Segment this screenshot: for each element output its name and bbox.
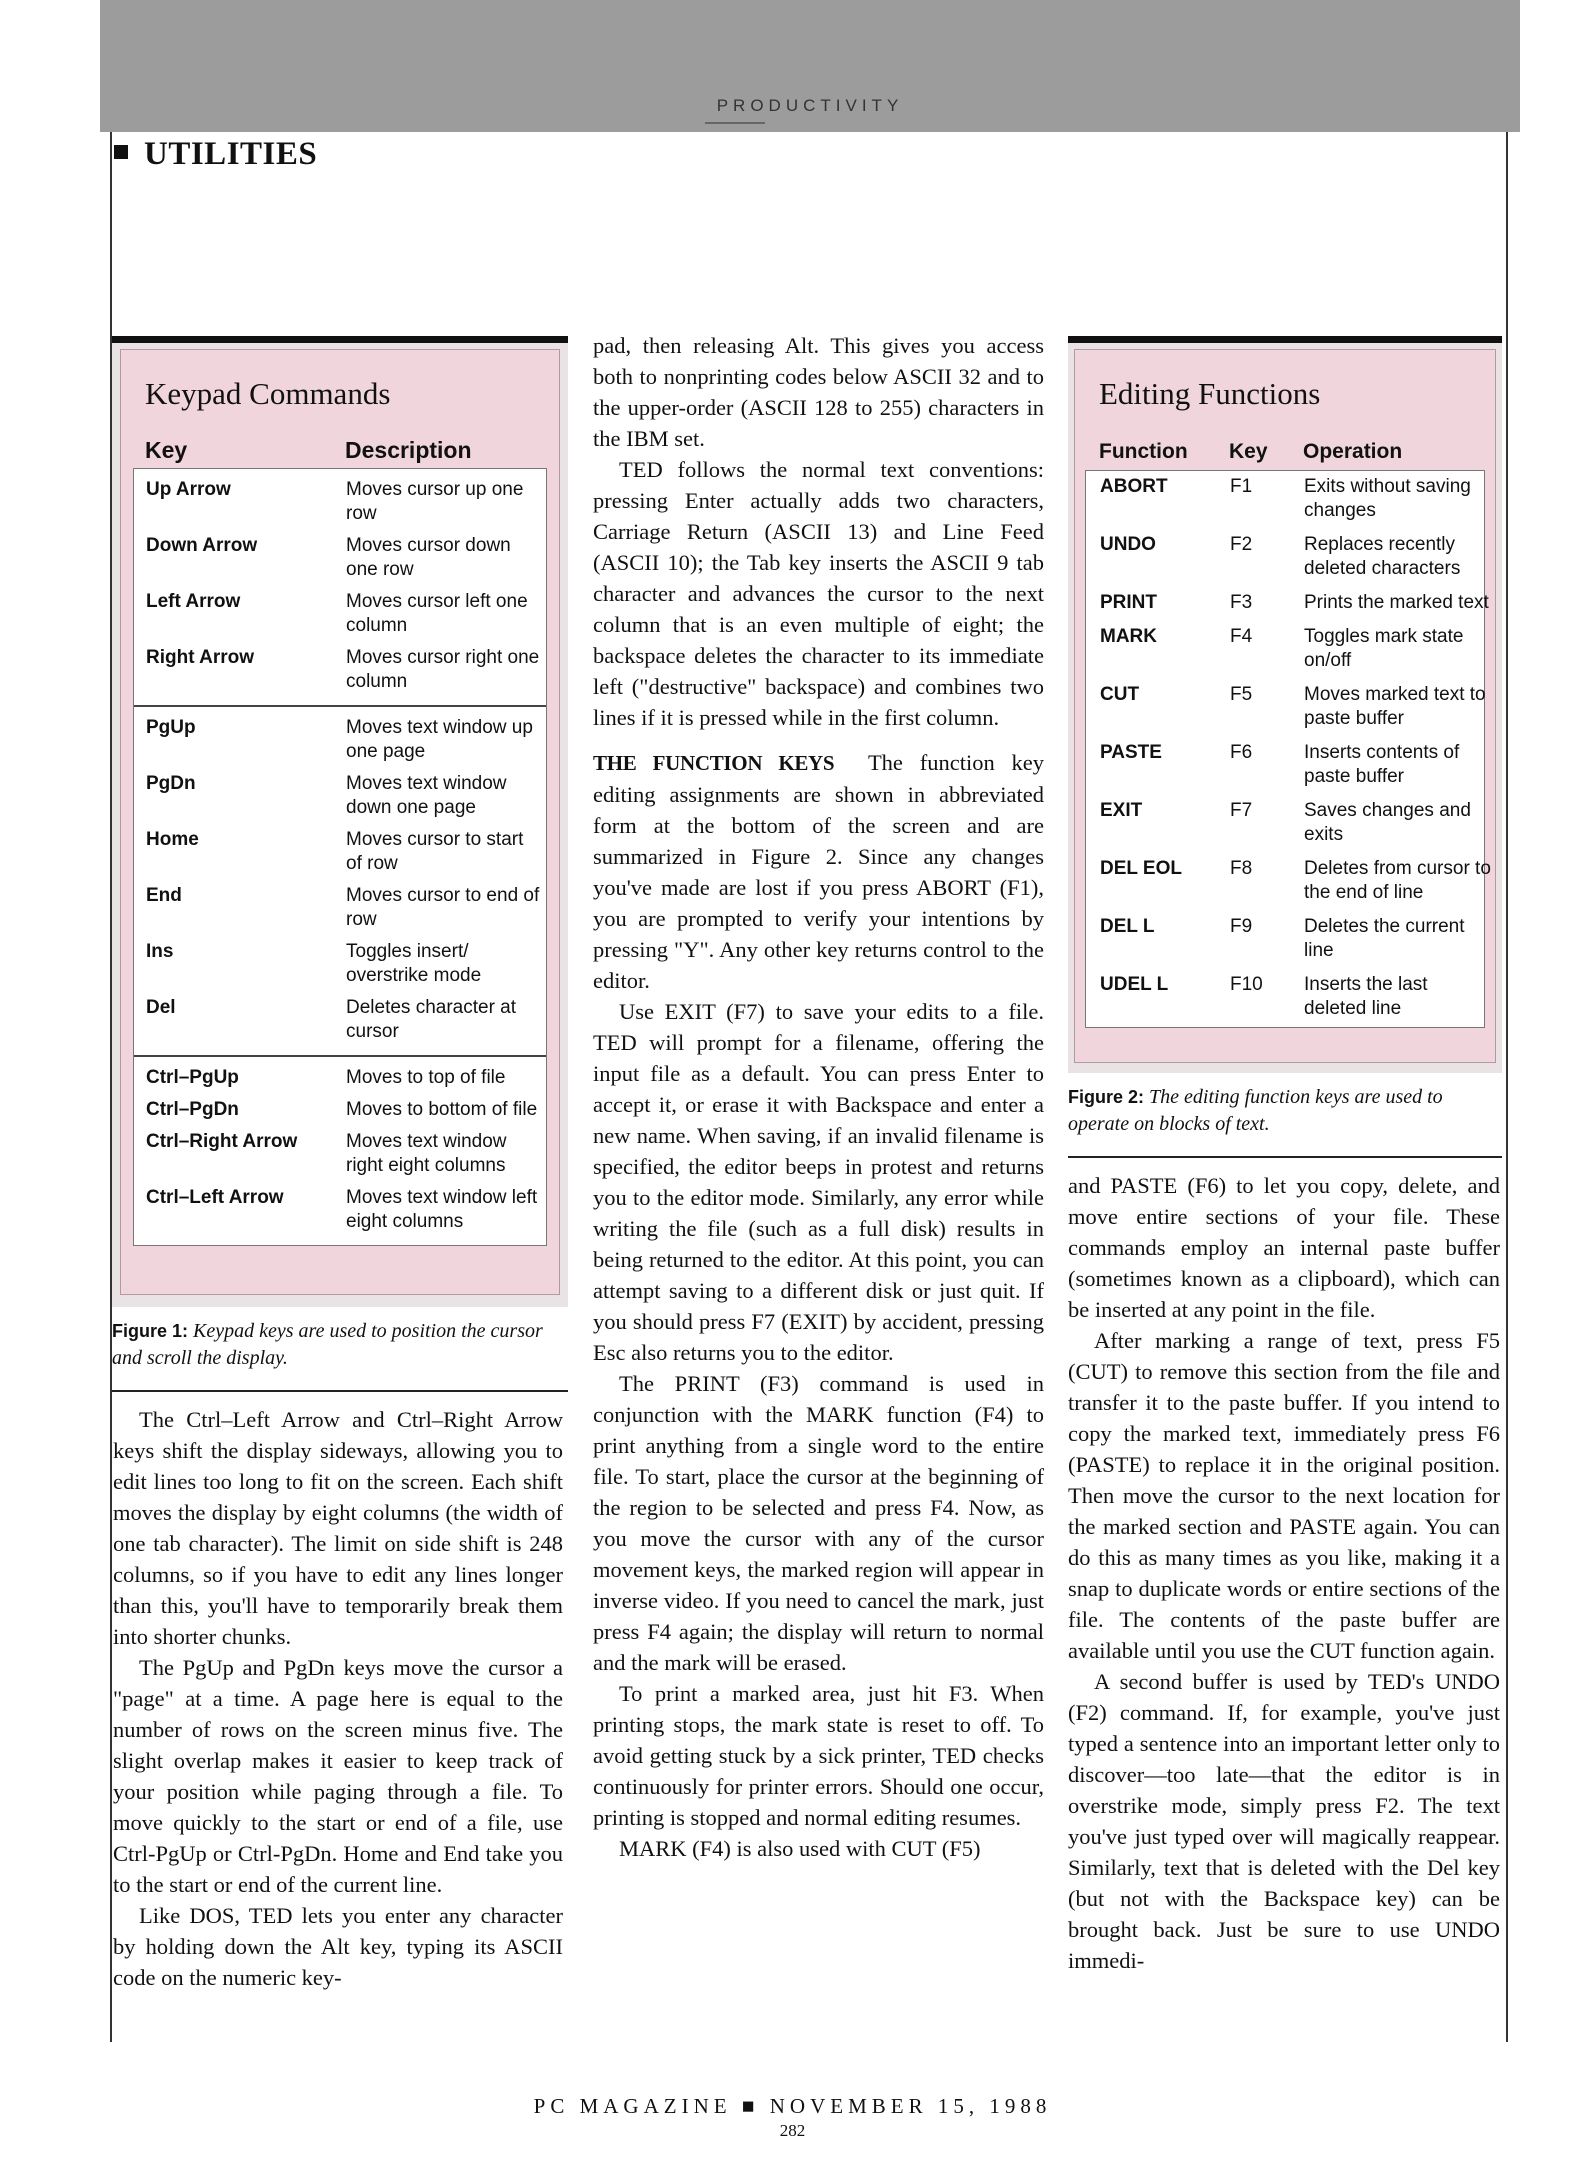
description-cell: Moves cursor up one row [346, 479, 524, 524]
operation-cell: Deletes the current line [1304, 916, 1465, 961]
keypad-row [134, 1063, 546, 1095]
paragraph: MARK (F4) is also used with CUT (F5) [619, 1836, 981, 1861]
function-cell: MARK [1100, 626, 1157, 647]
keypad-table [133, 438, 547, 1246]
figure-1-box [112, 336, 568, 1307]
kicker-rule [705, 122, 765, 124]
editing-table-header [1085, 440, 1485, 470]
figure-2-caption [1068, 1084, 1498, 1138]
editing-row [1086, 969, 1484, 1027]
col-description-header: Description [345, 437, 472, 463]
editing-row [1086, 471, 1484, 529]
key-cell: Ctrl–PgUp [146, 1067, 239, 1088]
fkey-cell: F7 [1230, 800, 1253, 821]
article-column-1 [113, 1404, 563, 1993]
key-cell: Home [146, 829, 199, 850]
function-cell: UNDO [1100, 534, 1156, 555]
description-cell: Deletes character at cursor [346, 997, 517, 1042]
key-cell: Right Arrow [146, 647, 255, 668]
description-cell: Moves text window up one page [346, 717, 533, 762]
editing-row [1086, 679, 1484, 737]
editing-table-body [1085, 470, 1491, 1028]
paragraph: and PASTE (F6) to let you copy, delete, and move entire sections of your file. These commands employ an internal paste buffer (sometimes known as a clipboard), which can be inserted at any point in the file. [1068, 1173, 1500, 1322]
keypad-table-body [133, 468, 547, 1246]
figure-2-box [1068, 336, 1502, 1073]
keypad-row [134, 881, 546, 937]
description-cell: Moves text window right eight columns [346, 1131, 507, 1176]
fkey-cell: F10 [1230, 974, 1263, 995]
operation-cell: Toggles mark state on/off [1304, 626, 1464, 671]
figure-1-label: Figure 1: [112, 1321, 189, 1341]
operation-cell: Replaces recently deleted characters [1304, 534, 1461, 579]
paragraph-with-subhead [593, 747, 1044, 996]
figure-1-panel [120, 349, 560, 1295]
keypad-row [134, 587, 546, 643]
figure-2-caption-rule [1068, 1156, 1502, 1158]
key-cell: End [146, 885, 182, 906]
function-cell: ABORT [1100, 476, 1168, 497]
paragraph: The PgUp and PgDn keys move the cursor a "page" at a time. A page here is equal to the number of rows on the screen minus five. The slight overlap makes it easier to keep track of your position while paging through a file. To move quickly to the start or end of a file, use Ctrl-PgUp or Ctrl-PgDn. Home and End take you to the start or end of the current line. [113, 1655, 563, 1897]
description-cell: Moves cursor down one row [346, 535, 511, 580]
key-cell: Down Arrow [146, 535, 258, 556]
col-key-header: Key [1229, 440, 1268, 463]
operation-cell: Prints the marked text [1304, 592, 1489, 613]
fkey-cell: F5 [1230, 684, 1253, 705]
editing-row [1086, 853, 1491, 911]
operation-cell: Exits without saving changes [1304, 476, 1471, 521]
editing-table [1085, 440, 1491, 1028]
editing-row [1086, 911, 1484, 969]
paragraph: After marking a range of text, press F5 (CUT) to remove this section from the file and transfer it to the paste buffer. If you intend to copy the marked text, immediately press F6 (PASTE) to replace it in the original position. Then move the cursor to the next location for the marked section and PASTE again. You can do this as many times as you like, making it a snap to duplicate words or entire sections of the file. The contents of the paste buffer are available until you use the CUT function again. [1068, 1328, 1500, 1663]
keypad-row [134, 1183, 546, 1239]
keypad-group [134, 1057, 546, 1245]
description-cell: Moves cursor right one column [346, 647, 540, 692]
col-operation-header: Operation [1303, 440, 1403, 463]
editing-row [1086, 795, 1484, 853]
paragraph: TED follows the normal text conventions: pressing Enter actually adds two characters, Carriage Return (ASCII 13) and Line Feed (ASCII 10); the Tab key inserts the ASCII 9 tab character and advances the cursor to the next column that is an even multiple of eight; the backspace deletes the character to its immediate left ("destructive" backspace) and combines two lines if it is pressed while in the first column. [593, 457, 1044, 730]
subhead-function-keys: THE FUNCTION KEYS [593, 751, 835, 775]
operation-cell: Saves changes and exits [1304, 800, 1471, 845]
key-cell: Del [146, 997, 176, 1018]
paragraph: The PRINT (F3) command is used in conjunction with the MARK function (F4) to print anything from a single word to the entire file. To start, place the cursor at the beginning of the region to be selected and press F4. Now, as you move the cursor with any of the cursor movement keys, the marked region will appear in inverse video. If you need to cancel the mark, just press F4 again; the display will return to normal and the mark will be erased. [593, 1371, 1044, 1675]
description-cell: Moves cursor to end of row [346, 885, 540, 930]
page-number: 282 [779, 2121, 806, 2140]
article-column-2 [593, 330, 1044, 1864]
col-function-header: Function [1099, 440, 1188, 463]
keypad-group [134, 707, 546, 1057]
function-cell: PASTE [1100, 742, 1162, 763]
key-cell: Ctrl–Left Arrow [146, 1187, 284, 1208]
magazine-footer: PC MAGAZINE ■ NOVEMBER 15, 1988 [533, 2094, 1052, 2118]
fkey-cell: F2 [1230, 534, 1253, 555]
keypad-row [134, 531, 546, 587]
description-cell: Moves to bottom of file [346, 1099, 538, 1120]
figure-2-title: Editing Functions [1099, 376, 1321, 411]
function-cell: CUT [1100, 684, 1140, 705]
function-cell: EXIT [1100, 800, 1143, 821]
key-cell: Ctrl–PgDn [146, 1099, 239, 1120]
paragraph: Like DOS, TED lets you enter any character by holding down the Alt key, typing its ASCII code on the numeric key- [113, 1903, 563, 1990]
description-cell: Moves text window down one page [346, 773, 507, 818]
keypad-row [134, 937, 546, 993]
figure-1-caption-text: Keypad keys are used to position the cursor and scroll the display. [112, 1320, 543, 1369]
fkey-cell: F3 [1230, 592, 1253, 613]
figure-1-title: Keypad Commands [145, 376, 391, 411]
description-cell: Moves cursor to start of row [346, 829, 524, 874]
operation-cell: Moves marked text to paste buffer [1304, 684, 1486, 729]
section-kicker: PRODUCTIVITY [716, 96, 904, 115]
paragraph: To print a marked area, just hit F3. When printing stops, the mark state is reset to off. To avoid getting stuck by a sick printer, TED checks continuously for printer errors. Should one occur, printing is stopped and normal editing resumes. [593, 1681, 1044, 1830]
fkey-cell: F6 [1230, 742, 1253, 763]
paragraph: Use EXIT (F7) to save your edits to a file. TED will prompt for a filename, offering the input file as a default. You can press Enter to accept it, or erase it with Backspace and enter a new name. When saving, if an invalid filename is specified, the editor beeps in protest and returns you to the editor mode. Similarly, any error while writing the file (such as a full disk) results in being returned to the editor. At this point, you can attempt saving to a different disk or just quit. If you should press F7 (EXIT) by accident, pressing Esc also returns you to the editor. [593, 999, 1044, 1365]
figure-2-label: Figure 2: [1068, 1087, 1145, 1107]
keypad-row [134, 769, 546, 825]
keypad-row [134, 475, 546, 531]
description-cell: Moves cursor left one column [346, 591, 528, 636]
key-cell: Left Arrow [146, 591, 241, 612]
key-cell: Ins [146, 941, 174, 962]
fkey-cell: F4 [1230, 626, 1253, 647]
fkey-cell: F9 [1230, 916, 1253, 937]
editing-row [1086, 737, 1484, 795]
function-cell: UDEL L [1100, 974, 1169, 995]
keypad-row [134, 825, 546, 881]
figure-2-caption-text: The editing function keys are used to operate on blocks of text. [1068, 1086, 1443, 1135]
key-cell: Ctrl–Right Arrow [146, 1131, 298, 1152]
function-cell: PRINT [1100, 592, 1157, 613]
paragraph: A second buffer is used by TED's UNDO (F2) command. If, for example, you've just typed a sentence into an important letter only to discover—too late—that the editor is in overstrike mode, simply press F2. The text you've just typed over will magically reappear. Similarly, text that is deleted with the Del key (but not with the Backspace key) can be brought back. Just be sure to use UNDO immedi- [1068, 1669, 1500, 1973]
figure-1-caption [112, 1318, 562, 1372]
function-cell: DEL EOL [1100, 858, 1182, 879]
col-key-header: Key [145, 437, 188, 463]
keypad-row [134, 1127, 546, 1183]
operation-cell: Inserts the last deleted line [1304, 974, 1428, 1019]
editing-row [1086, 529, 1484, 587]
keypad-row [134, 643, 546, 699]
article-column-3 [1068, 1170, 1500, 1976]
section-title: UTILITIES [114, 136, 317, 173]
description-cell: Moves to top of file [346, 1067, 506, 1088]
figure-1-caption-rule [112, 1390, 568, 1392]
description-cell: Toggles insert/ overstrike mode [346, 941, 482, 986]
editing-row [1086, 621, 1484, 679]
operation-cell: Inserts contents of paste buffer [1304, 742, 1460, 787]
paragraph: pad, then releasing Alt. This gives you access both to nonprinting codes below ASCII 32 and to the upper-order (ASCII 128 to 255) characters in the IBM set. [593, 333, 1044, 451]
function-cell: DEL L [1100, 916, 1155, 937]
fkey-cell: F8 [1230, 858, 1253, 879]
keypad-group [134, 469, 546, 707]
right-margin-rule [1506, 132, 1508, 2042]
editing-row [1086, 587, 1489, 621]
key-cell: Up Arrow [146, 479, 231, 500]
figure-2-panel [1074, 349, 1496, 1063]
keypad-row [134, 713, 546, 769]
key-cell: PgDn [146, 773, 196, 794]
paragraph: The Ctrl–Left Arrow and Ctrl–Right Arrow keys shift the display sideways, allowing you to edit lines too long to fit on the screen. Each shift moves the display by eight columns (the width of one tab character). The limit on side shift is 248 columns, so if you have to edit any lines longer than this, you'll have to temporarily break them into shorter chunks. [113, 1407, 563, 1649]
keypad-row [134, 993, 546, 1049]
operation-cell: Deletes from cursor to the end of line [1304, 858, 1491, 903]
keypad-table-header [133, 438, 547, 468]
keypad-row [134, 1095, 546, 1127]
description-cell: Moves text window left eight columns [346, 1187, 538, 1232]
key-cell: PgUp [146, 717, 196, 738]
subhead-paragraph-text: The function key editing assignments are shown in abbreviated form at the bottom of the screen and are summarized in Figure 2. Since any changes you've made are lost if you press ABORT (F1), you are prompted to verify your intentions by pressing "Y". Any other key returns control to the editor. [593, 750, 1045, 993]
fkey-cell: F1 [1230, 476, 1253, 497]
